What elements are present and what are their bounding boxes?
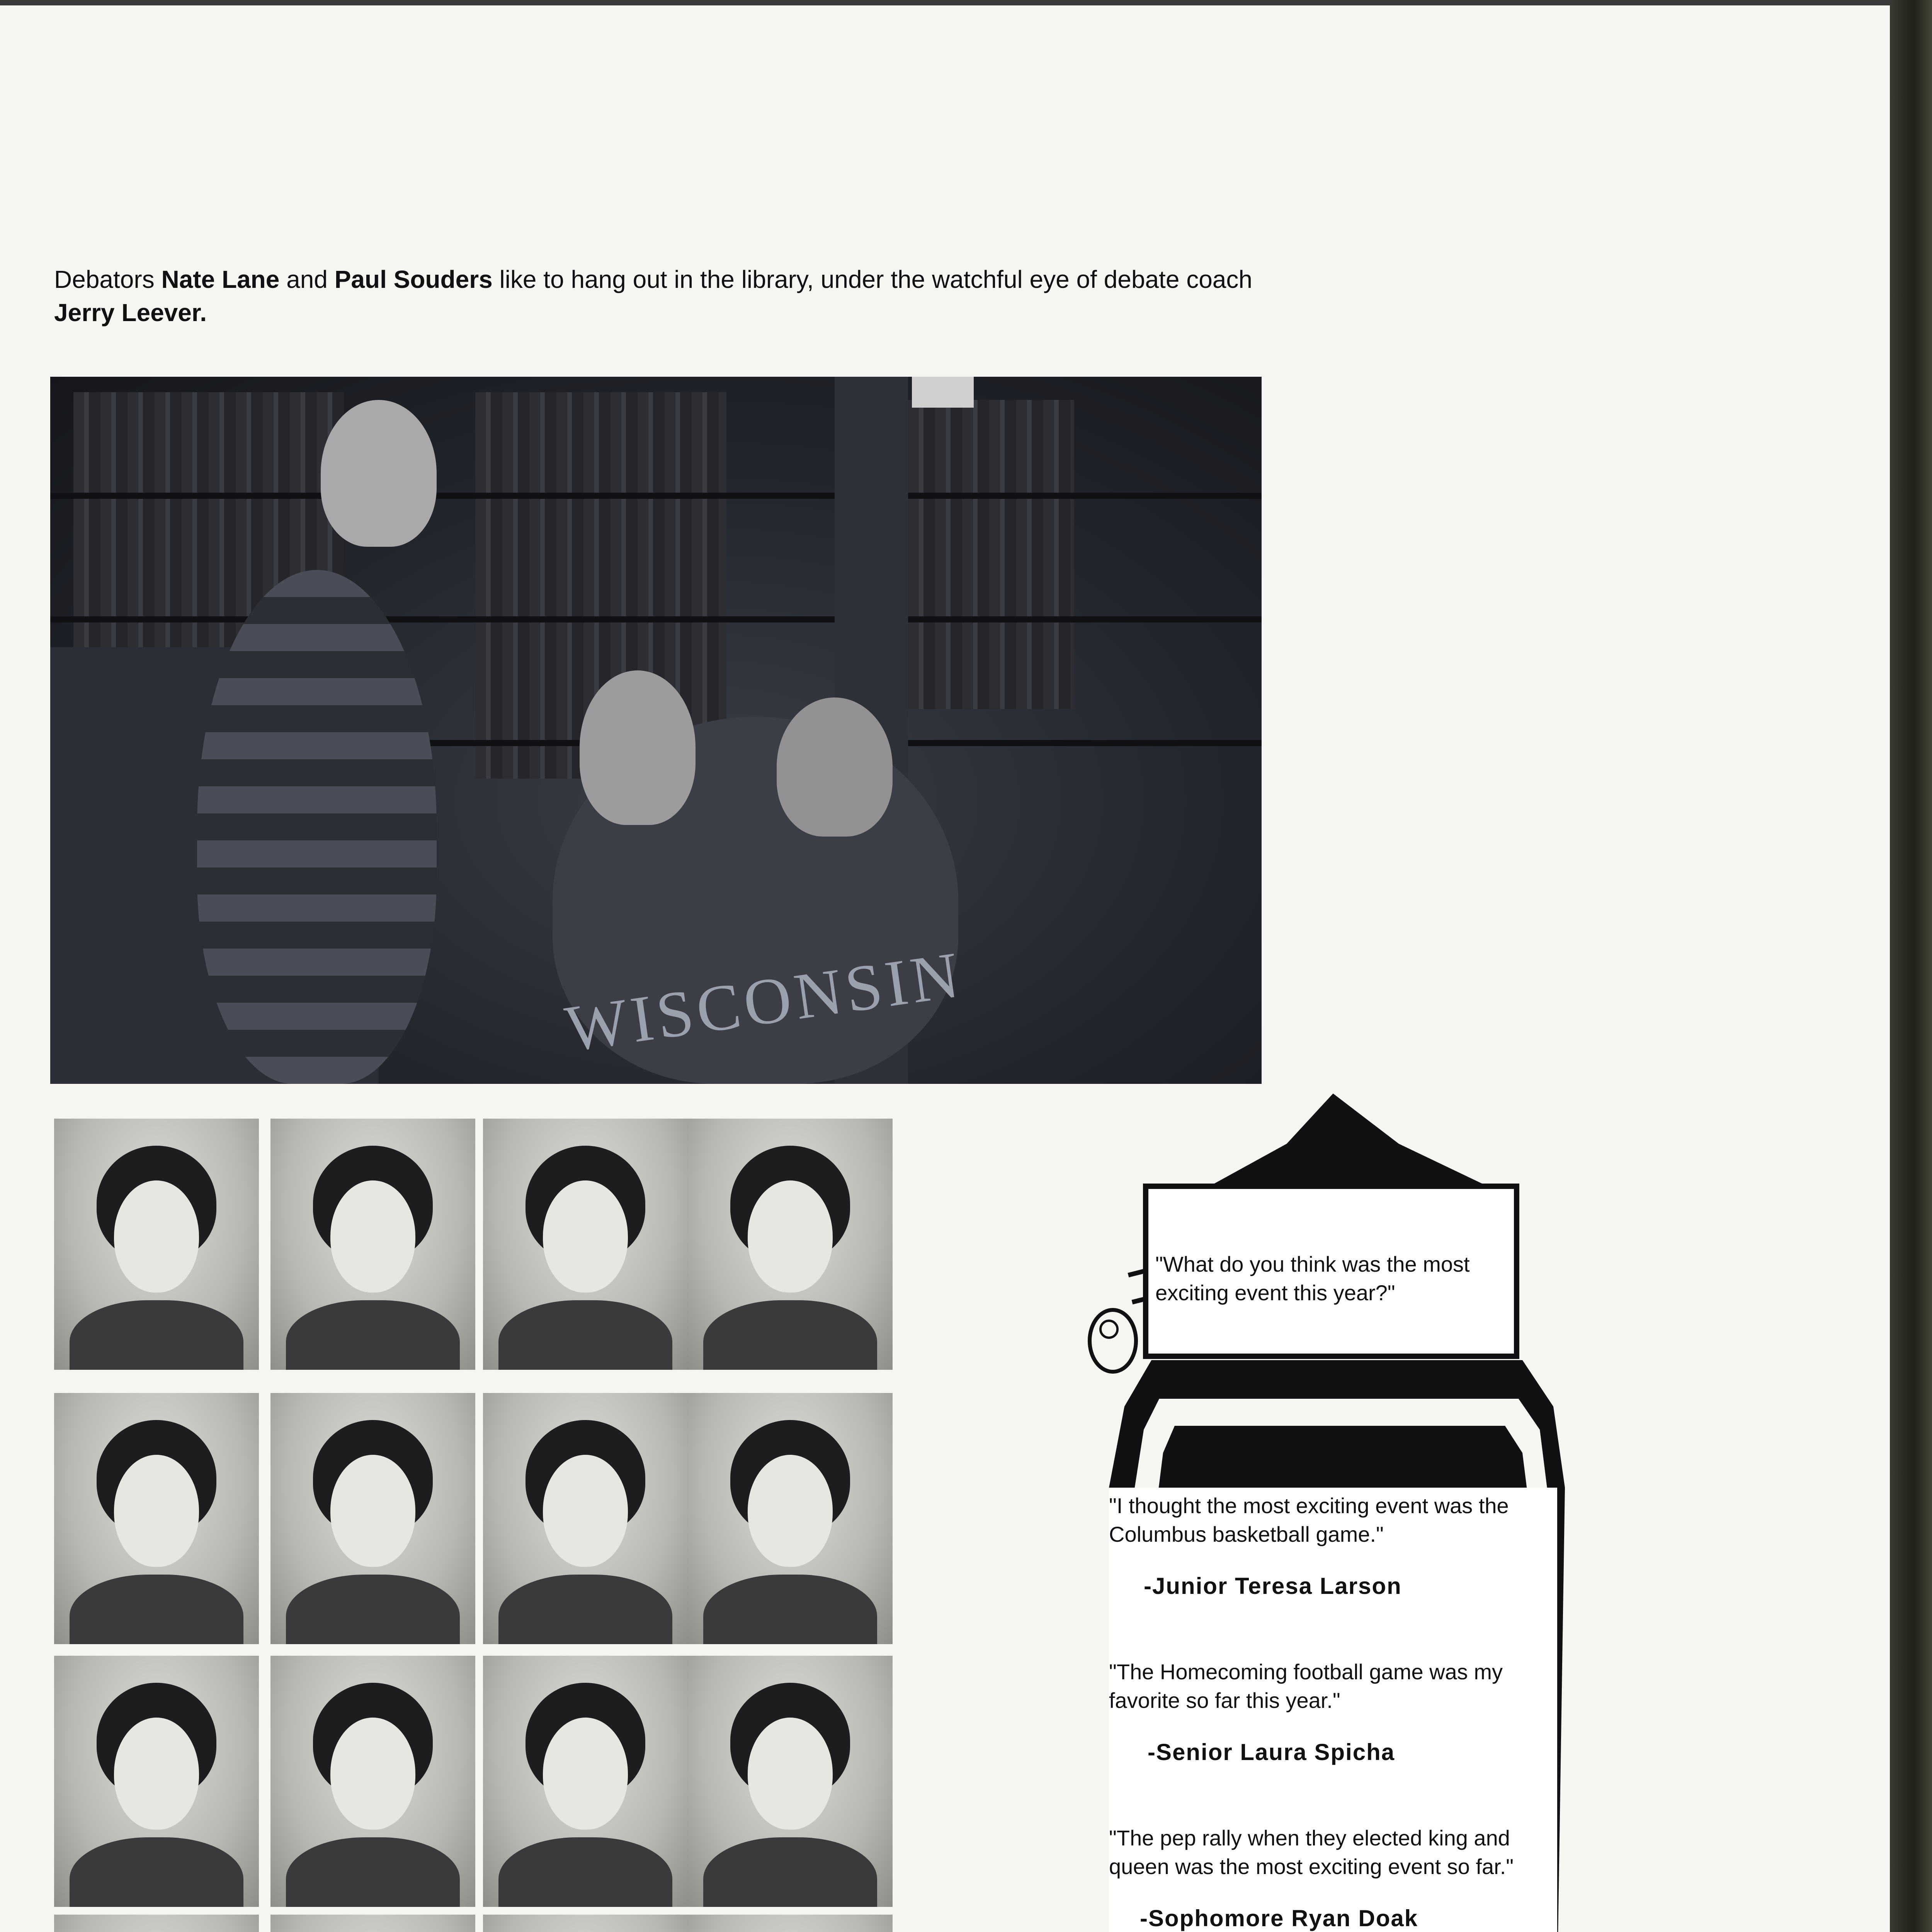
caption-text: like to hang out in the library, under the watchful eye of debate coach [492, 265, 1252, 293]
quote-attribution: -Sophomore Ryan Doak [1140, 1905, 1418, 1931]
quote-attribution: -Junior Teresa Larson [1144, 1573, 1402, 1599]
caption-name: Nate Lane [161, 265, 280, 293]
sweatshirt-lettering: WISCONSIN [561, 937, 967, 1066]
quote-text: "The pep rally when they elected king and queen was the most exciting event so far." [1109, 1826, 1514, 1879]
caption-text: Debators [54, 265, 162, 293]
quote-attribution: -Senior Laura Spicha [1148, 1739, 1395, 1765]
question-text: "What do you think was the most exciting event this year?" [1155, 1252, 1470, 1305]
caption-text: and [279, 265, 335, 293]
quote-text: "The Homecoming football game was my favorite so far this year." [1109, 1660, 1503, 1713]
astronaut-arm [1128, 1271, 1144, 1275]
caption-name: Jerry Leever. [54, 299, 207, 327]
caption-name: Paul Souders [334, 265, 493, 293]
rocket-nose [1209, 1094, 1488, 1186]
astronaut-figure [1090, 1310, 1136, 1372]
quote-text: "I thought the most exciting event was the Columbus basketball game." [1109, 1493, 1509, 1546]
